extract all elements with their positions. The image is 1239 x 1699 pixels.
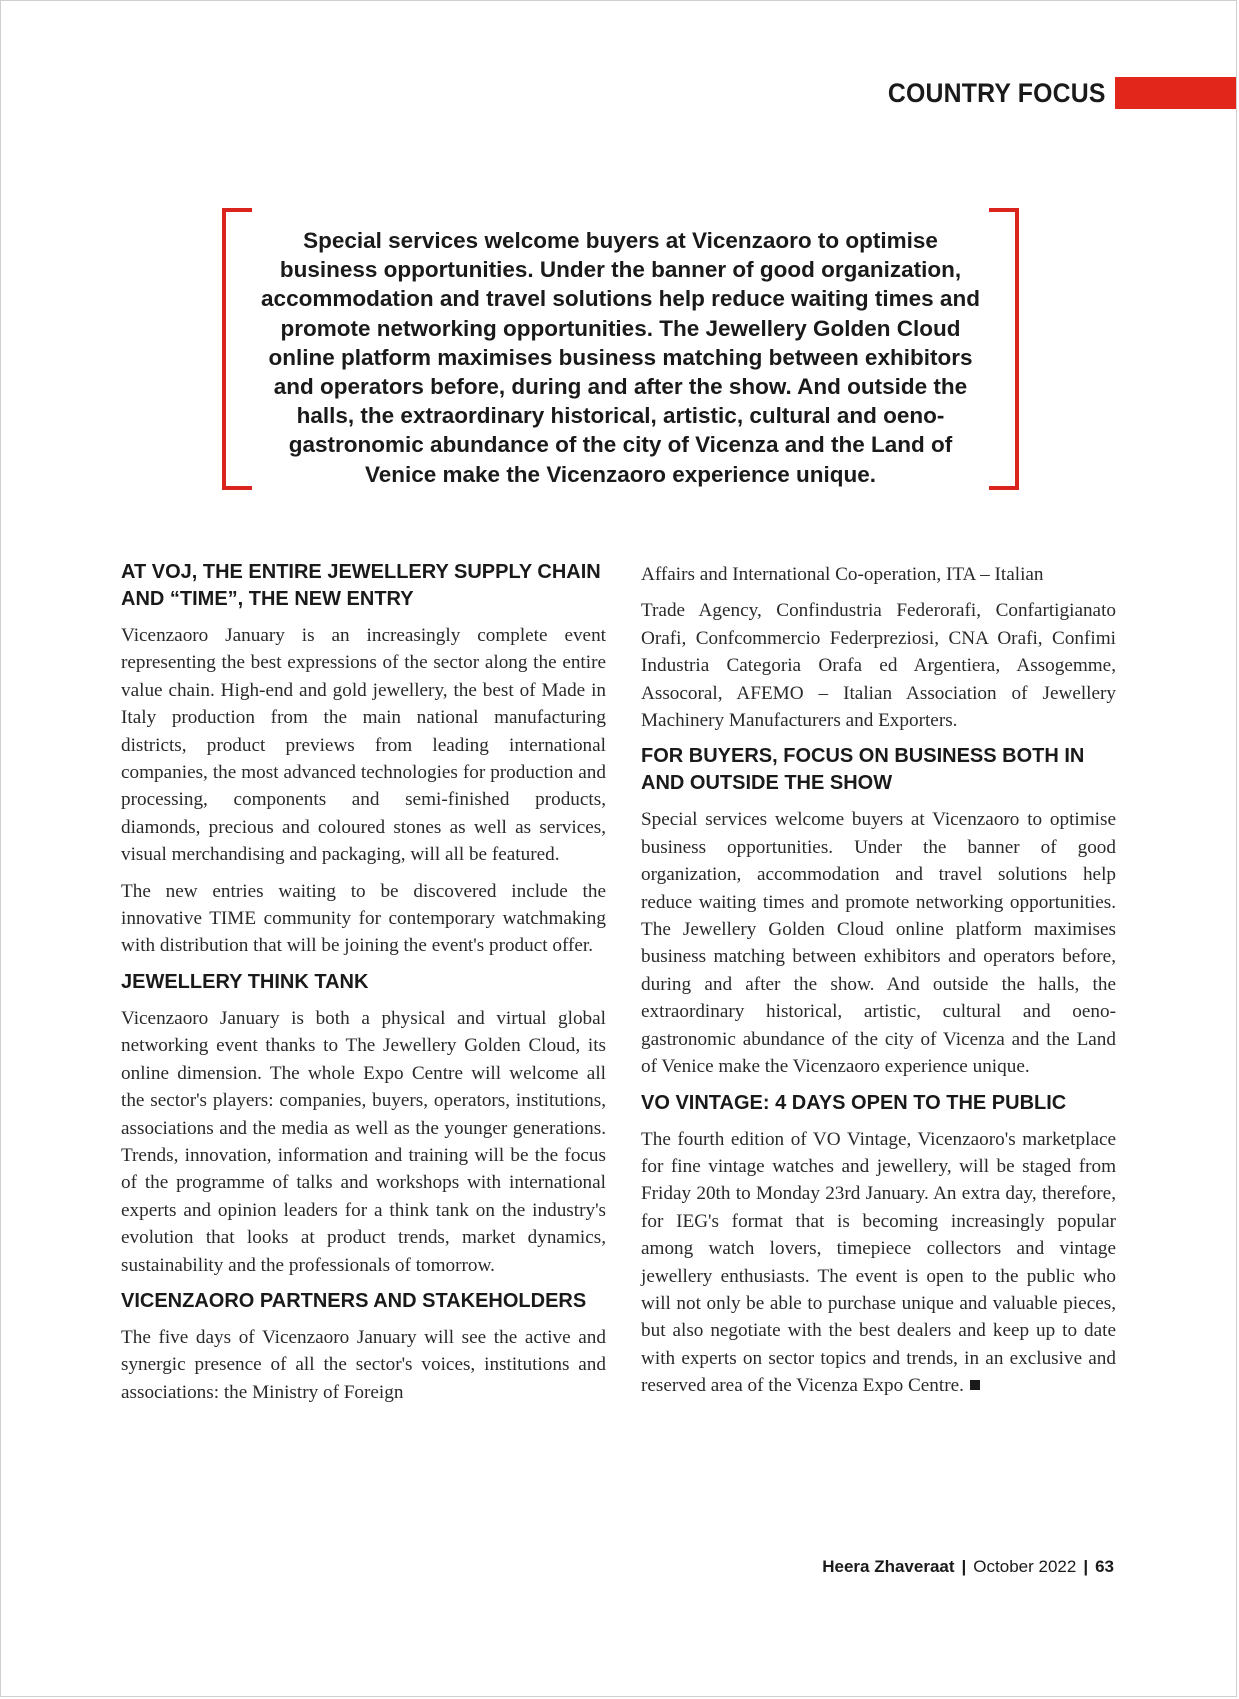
footer-page-number: 63	[1095, 1557, 1114, 1576]
paragraph-voj-intro: Vicenzaoro January is an increasingly complete event representing the best expressions of the sector along the entire value chain. High-end and gold jewellery, the best of Made in Italy production from the main national manufacturing districts, product previews from leading international companies, the most advanced technologies for production and processing, components and semi-finished products, diamonds, precious and coloured stones as well as services, visual merchandising and packaging, will all be featured.	[121, 625, 606, 866]
article-column-left	[121, 559, 606, 1415]
pull-quote	[222, 208, 1019, 490]
section-tag	[869, 77, 1236, 109]
article-column-right	[641, 561, 1116, 1409]
paragraph-think-tank: Vicenzaoro January is both a physical and virtual global networking event thanks to The Jewellery Golden Cloud, its online dimension. The whole Expo Centre will welcome all the sector's players: companies, buyers, operators, institutions, associations and the media as well as the younger generations. Trends, innovation, information and training will be the focus of the programme of talks and workshops with international experts and opinion leaders for a think tank on the industry's evolution that looks at product trends, market dynamics, sustainability and the professionals of tomorrow.	[121, 1007, 606, 1276]
paragraph-vo-vintage-text: The fourth edition of VO Vintage, Vicenzaoro's marketplace for fine vintage watches and jewellery, will be staged from Friday 20th to Monday 23rd January. An extra day, therefore, for IEG's format that is becoming increasingly popular among watch lovers, timepiece collectors and vintage jewellery enthusiasts. The event is open to the public who will not only be able to purchase unique and valuable pieces, but also negotiate with the best dealers and keep up to date with experts on sector topics and trends, in an exclusive and reserved area of the Vicenza Expo Centre.	[641, 1128, 1116, 1397]
heading-partners: VICENZAORO PARTNERS AND STAKEHOLDERS	[121, 1289, 587, 1312]
pull-quote-right-bracket	[989, 208, 1019, 490]
paragraph-vo-vintage	[641, 1126, 1116, 1400]
section-accent-bar	[1115, 77, 1236, 109]
paragraph-partners: The five days of Vicenzaoro January will see the active and synergic presence of all the sector's voices, institutions and associations: the Ministry of Foreign	[121, 1326, 606, 1403]
paragraph-new-entries: The new entries waiting to be discovered include the innovative TIME community for contemporary watchmaking with distribution that will be joining the event's product offer.	[121, 880, 606, 957]
footer-publication: Heera Zhaveraat	[822, 1557, 955, 1576]
footer-issue: October 2022	[973, 1557, 1077, 1576]
footer-separator-1: |	[961, 1557, 967, 1576]
paragraph-buyers-focus: Special services welcome buyers at Vicenzaoro to optimise business opportunities. Under the banner of good organization, accommodation and travel solutions help reduce waiting times and promote networking opportunities. The Jewellery Golden Cloud online platform maximises business matching between exhibitors and operators before, during and after the show. And outside the halls, the extraordinary historical, artistic, cultural and oeno-gastronomic abundance of the city of Vicenza and the Land of Venice make the Vicenzaoro experience unique.	[641, 809, 1116, 1078]
heading-buyers-focus: FOR BUYERS, FOCUS ON BUSINESS BOTH IN AND OUTSIDE THE SHOW	[641, 745, 1085, 795]
paragraph-partners-continued-line: Affairs and International Co-operation, ITA – Italian	[641, 564, 1044, 585]
page-footer	[822, 1557, 1114, 1577]
paragraph-partners-continued: Trade Agency, Confindustria Federorafi, Confartigianato Orafi, Confcommercio Federpreziosi, CNA Orafi, Confimi Industria Categoria Orafa ed Argentiera, Assogemme, Assocoral, AFEMO – Italian Association of Jewellery Machinery Manufacturers and Exporters.	[641, 600, 1116, 732]
footer-separator-2: |	[1083, 1557, 1089, 1576]
pull-quote-text: Special services welcome buyers at Vicenzaoro to optimise business opportunities. Under the banner of good organization, accommodation and travel solutions help reduce waiting times and promote networking opportunities. The Jewellery Golden Cloud online platform maximises business matching between exhibitors and operators before, during and after the show. And outside the halls, the extraordinary historical, artistic, cultural and oeno-gastronomic abundance of the city of Vicenza and the Land of Venice make the Vicenzaoro experience unique.	[261, 228, 980, 487]
heading-voj-supply-chain: AT VOJ, THE ENTIRE JEWELLERY SUPPLY CHAIN AND “TIME”, THE NEW ENTRY	[121, 561, 601, 610]
heading-think-tank: JEWELLERY THINK TANK	[121, 970, 369, 993]
section-label: COUNTRY FOCUS	[888, 77, 1106, 108]
end-of-article-mark	[970, 1380, 980, 1390]
heading-vo-vintage: VO VINTAGE: 4 DAYS OPEN TO THE PUBLIC	[641, 1091, 1067, 1114]
pull-quote-left-bracket	[222, 208, 252, 490]
